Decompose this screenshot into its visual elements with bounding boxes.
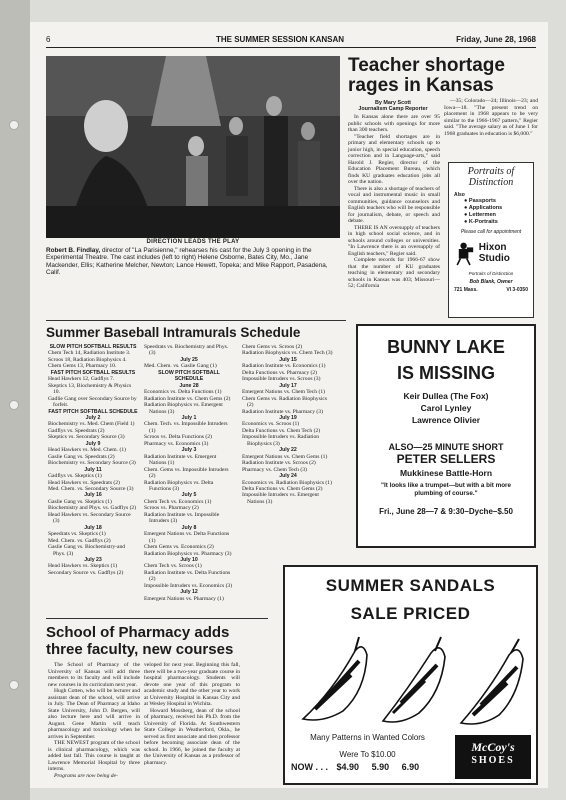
schedule-heading: July 12 (180, 589, 198, 596)
schedule-entry: Emergent Nations vs. Chem Gems (1) (242, 453, 328, 460)
schedule-entry: Chem Gems vs. Economics (2) (144, 544, 214, 551)
schedule-heading: July 22 (279, 447, 297, 454)
schedule-entry: Chem Tech vs. Scroos (1) (144, 563, 202, 570)
schedule-entry: Head Hawkers vs. Med. Chem. (1) (48, 447, 126, 454)
sandals-title-line1: SUMMER SANDALS (325, 576, 496, 595)
section-divider (46, 618, 268, 619)
page-number: 6 (46, 35, 51, 44)
movie-title-line2: IS MISSING (396, 363, 495, 383)
schedule-entry: Gadflys vs. Skeptics (1) (48, 473, 102, 480)
binding-hole (9, 680, 19, 690)
teacher-headline: Teacher shortage rages in Kansas (348, 55, 505, 96)
schedule-heading: July 11 (84, 466, 102, 473)
schedule-entry: Emergent Nations vs. Delta Functions (1) (144, 531, 230, 544)
schedule-entry: Speedrats vs. Skeptics (1) (48, 531, 106, 538)
schedule-entry: Radiation Institute vs. Pharmacy (3) (242, 408, 323, 415)
teacher-article-col1 (348, 114, 440, 290)
paragraph: THE NEWEST program of the school is clinical pharmacology, which was added last fall. This course is taught at Lawrence Memorial Hospital by three interns. (48, 740, 140, 772)
byline-role: Journalism Camp Reporter (358, 106, 428, 113)
actor: Lawrence Olivier (411, 415, 481, 425)
schedule-entry: Scroos vs. Delta Functions (2) (144, 434, 212, 441)
price: 6.90 (401, 762, 420, 772)
schedule-entry: Impossible Intruders vs. Economics (3) (144, 582, 233, 589)
ad-item: ● Applications (464, 205, 503, 211)
schedule-entry: Radiation Institute vs. Economics (1) (242, 363, 326, 370)
teacher-byline (348, 100, 438, 113)
schedule-heading: July 5 (181, 492, 197, 499)
sandals-many: Many Patterns in Wanted Colors (310, 733, 425, 742)
schedule-entry: Radiation Biophysics vs. Pharmacy (3) (144, 550, 232, 557)
ad-title: Portraits of Distinction (467, 166, 515, 188)
now-label: NOW . . . (291, 762, 328, 772)
portraits-ad (448, 162, 534, 318)
schedule-entry: Gaslie Gang vs. Speedrats (2) (48, 453, 115, 460)
schedule-entry: Biochemistry vs. Secondary Source (3) (48, 460, 136, 467)
schedule-entry: Med. Chem. vs. Secondary Source (3) (48, 485, 134, 492)
sandals-were: Were To $10.00 (339, 750, 396, 759)
logo-line2: SHOES (471, 755, 515, 766)
movie-ad (356, 324, 536, 548)
sandal-icon (383, 637, 445, 722)
ad-item: ● K-Portraits (464, 219, 498, 225)
schedule-heading: July 24 (279, 473, 297, 480)
schedule-entry: Emergent Nations vs. Chem Tech (1) (242, 389, 325, 396)
schedule-entry: Head Hawkers vs. Secondary Source (3) (48, 511, 131, 525)
schedule-entry: Impossible Intruders vs. Scroos (3) (242, 376, 321, 383)
sandal-icon (303, 637, 367, 720)
caption-lead: Robert B. Findlay, (46, 247, 101, 254)
short-star: PETER SELLERS (396, 452, 496, 466)
price: $4.90 (336, 762, 360, 772)
schedule-entry: Biochemistry and Phys. vs. Gadflys (2) (48, 505, 137, 512)
schedule-entry: Chem Tech 14, Radiation Institute 3. (48, 350, 131, 357)
schedule-entry: Pharmacy vs. Economics (3) (144, 440, 209, 447)
studio-row (454, 238, 528, 268)
studio-name: Hixon Studio (478, 242, 510, 264)
schedule-entry: Radiation Institute vs. Delta Functions (2) (144, 569, 231, 583)
studio-phone: VI 3-0350 (506, 287, 528, 293)
schedule-entry: Head Hawkers 12, Gadflys 7. (48, 376, 115, 383)
schedule-entry: Impossible Intruders vs. Emergent Nations (3) (242, 492, 319, 505)
paragraph: "Teacher field shortages are in primary and elementary schools up to junior high, in special education, speech correction and in Language-arts," said Harold J. Regier, director of the Education Placement Bureau, which finds KU graduates education jobs all over the nation. (348, 133, 440, 185)
paragraph: The School of Pharmacy of the University of Kansas will add three members to its faculty and will include new courses in its curriculum next year. (48, 662, 140, 688)
schedule-entry: Radiation Biophysics vs. Delta Functions (3) (144, 479, 214, 492)
schedule-entry: Economics vs. Scroos (1) (242, 421, 300, 428)
paragraph: In Kansas alone there are over 95 public schools with openings for more than 300 teachers. (348, 114, 440, 133)
price: 5.90 (371, 762, 390, 772)
schedule-heading: July 3 (181, 447, 197, 454)
rehearsal-photo (46, 56, 340, 238)
paragraph: Howard Mossberg, dean of the school of pharmacy, received his Ph.D. from the University of Florida. At Southwestern State College in Weatherford, Okla., he served as first associate and then professor before becoming associate dean of the school. In 1966, he joined the faculty at the University of Kansas as a professor of pharmacy. (144, 707, 240, 766)
paragraph: Hugh Cotten, who will be lecturer and assistant dean of the school, will arrive in July. The Dean of Pharmacy at Idaho State University, John D. Bergen, will also lecture here and will arrive in August. Gene Martin will teach pharmacology and toxicology when he arrives in September. (48, 688, 140, 740)
schedule-entry: Biochemistry vs. Med. Chem (Field 1) (48, 421, 135, 428)
schedule-entry: Scroos 18, Radiation Biophysics 4. (48, 356, 127, 363)
schedule-entry: Radiation Institute vs. Emergent Nations (1) (144, 453, 217, 467)
paragraph: THERE IS AN oversupply of teachers in high school social science, and in schools around colleges or universities. "In Lawrence there is an oversupply of English teachers," Regier said. (348, 224, 440, 257)
schedule-heading: July 19 (279, 414, 297, 421)
paragraph: veloped for next year. Beginning this fall, there will be a two-year graduate course in hospital pharmacology. Students will devote one year of this program to academic study and the other year to work at University Hospital in Kansas City and at Wesley Hospital in Wichita. (144, 662, 240, 707)
binding-hole (9, 120, 19, 130)
schedule-entry: Chem Gems 13, Pharmacy 10. (48, 363, 117, 370)
schedule-entry: Scroos vs. Pharmacy (2) (144, 505, 199, 512)
schedule-entry: Gadlie Gang over Secondary Source by forfeit. (48, 395, 137, 409)
schedule-entry: Chem Tech vs. Economics (1) (144, 498, 212, 505)
schedule-entry: Delta Functions vs. Pharmacy (2) (242, 369, 318, 376)
schedule-entry: Delta Functions vs. Chem Tech (2) (242, 427, 321, 434)
short-announcement: ALSO—25 MINUTE SHORT (388, 442, 504, 452)
actor: Carol Lynley (420, 403, 472, 413)
newspaper-page (30, 22, 548, 788)
caption-body: director of "La Parisienne," rehearses his cast for the July 3 opening in the Experimental Theatre. The cast includes (left to right) Helene Osborne, Bates City, Mo., Jane Mackender, Ellis; Katherine Melcher, Newton; Lance Hewett, Topeka; and Mike Rapport, Pasadena, Calif. (46, 247, 328, 276)
sandal-icon (461, 639, 523, 724)
schedule-heading: FAST PITCH SOFTBALL SCHEDULE (48, 408, 138, 415)
binding-strip (0, 0, 30, 800)
paper-name: THE SUMMER SESSION KANSAN (216, 35, 345, 44)
schedule-entry: Med. Chem. vs. Gaslie Gang (1) (144, 363, 217, 370)
schedule-heading: July 1 (181, 414, 197, 421)
schedule-heading: July 17 (279, 382, 297, 389)
sandals-patterns (285, 732, 450, 760)
schedule-entry: Speedrats vs. Biochemistry and Phys. (3) (144, 344, 229, 357)
schedule-entry: Chem Gems vs. Scroos (2) (242, 344, 303, 350)
sandals-title (285, 575, 536, 625)
ad-item: ● Passports (464, 198, 496, 204)
schedule-entry: Chem Gems vs. Radiation Biophysics (2) (242, 395, 327, 409)
teacher-article-col2 (444, 98, 538, 137)
schedule-entry: Impossible Intruders vs. Radiation Biophysics (3) (242, 434, 320, 447)
pharmacy-col1 (48, 662, 140, 779)
schedule-entry: Head Hawkers vs. Speedrats (2) (48, 479, 120, 486)
page-header (46, 32, 536, 48)
schedule-entry: Economics vs. Delta Functions (1) (144, 389, 222, 396)
schedule-heading: FAST PITCH SOFTBALL RESULTS (50, 369, 136, 376)
section-divider (46, 320, 346, 321)
ad-also: Also (454, 192, 465, 198)
schedule-heading: July 10 (180, 556, 198, 563)
studio-contact (454, 287, 528, 293)
schedule-heading: July 9 (85, 440, 101, 447)
mccoys-logo (455, 735, 531, 779)
schedule-heading: SLOW PITCH SOFTBALL RESULTS (49, 344, 137, 350)
schedule-entry: Secondary Source vs. Gadflys (2) (48, 569, 124, 576)
short-title: Mukkinese Battle-Horn (399, 468, 493, 478)
paragraph: —35; Colorado—24; Illinois—23; and Iowa—18. "The present trend on placement in 1968 appears to be very similar to the 1966-1967 pattern," Regier said. "The average salary as of June 1 for 1968 graduates in education is $6,000." (444, 98, 538, 137)
schedule-heading: July 23 (84, 556, 102, 563)
schedule-col2 (144, 344, 234, 602)
paragraph: Programs are now being de- (54, 772, 118, 779)
binding-hole (9, 400, 19, 410)
ad-item: ● Lettermen (464, 212, 496, 218)
ad-note: Please call for appointment (460, 229, 522, 235)
schedule-entry: Radiation Biophysics vs. Emergent Nations (3) (144, 402, 223, 415)
paragraph: Complete records for 1966-67 show that the number of KU graduates teaching in elementary and secondary schools in Kansas was 403; Missouri—52; California (348, 257, 440, 289)
issue-date: Friday, June 28, 1968 (456, 35, 536, 44)
photo-caption-title: DIRECTION LEADS THE PLAY (146, 239, 240, 245)
movie-title-line1: BUNNY LAKE (387, 337, 505, 357)
schedule-entry: Radiation Institute vs. Chem Gems (2) (144, 395, 231, 402)
sandals-ad (283, 565, 538, 785)
schedule-col3 (242, 344, 334, 505)
schedule-entry: Pharmacy vs. Chem Tech (3) (242, 466, 307, 473)
pharmacy-headline: School of Pharmacy adds three faculty, new courses (46, 624, 234, 658)
schedule-heading: July 15 (279, 356, 297, 363)
actor: Keir Dullea (The Fox) (403, 391, 489, 401)
schedule-entry: Economics vs. Radiation Biophysics (1) (242, 479, 332, 486)
paragraph: There is also a shortage of teachers of vocal and instrumental music in small communities, guidance counselors and English teachers who will be responsible for journalism, debate, or speech and debate. (348, 185, 440, 224)
photo-caption (46, 247, 340, 276)
schedule-heading: SLOW PITCH SOFTBALL SCHEDULE (158, 369, 220, 383)
schedule-entry: Radiation Biophysics vs. Chem Tech (3) (242, 350, 333, 357)
schedule-heading: July 25 (180, 356, 198, 363)
schedule-entry: Skeptics 13, Biochemistry & Physics 10. (48, 382, 132, 396)
schedule-heading: July 18 (84, 524, 102, 531)
sandals-prices (291, 762, 419, 772)
schedule-entry: Radiation Institute vs. Impossible Intruders (3) (144, 511, 220, 525)
pharmacy-col2 (144, 662, 240, 766)
schedule-entry: Gaslie Gang vs. Biochemistry-and Phys. (3) (48, 544, 126, 557)
byline-name: By Mary Scott (375, 100, 411, 106)
schedule-heading: July 2 (85, 414, 101, 421)
cameraman-icon (454, 238, 475, 268)
sandal-illustrations (293, 631, 533, 729)
schedule-entry: Skeptics vs. Secondary Source (3) (48, 434, 125, 441)
studio-owner: Bob Blank, Owner (469, 279, 513, 285)
showtimes: Fri., June 28—7 & 9:30–Dyche–$.50 (379, 507, 513, 516)
studio-tagline: Portraits of Distinction (468, 271, 514, 276)
schedule-entry: Chem. Tech. vs. Impossible Intruders (1) (144, 421, 228, 434)
schedule-heading: July 8 (181, 524, 197, 531)
schedule-entry: Gadflys vs. Speedrats (2) (48, 427, 105, 434)
logo-line1: McCoy's (471, 740, 515, 754)
schedule-entry: Delta Functions vs. Chem Gems (2) (242, 485, 323, 492)
schedule-entry: Emergent Nations vs. Pharmacy (1) (144, 595, 224, 602)
schedule-col1 (48, 344, 138, 576)
baseball-headline: Summer Baseball Intramurals Schedule (46, 325, 301, 340)
schedule-entry: Chem. Gems vs. Impossible Intruders (2) (144, 466, 229, 480)
sandals-title-line2: SALE PRICED (350, 604, 471, 623)
schedule-entry: Head Hawkers vs. Skeptics (1) (48, 563, 118, 570)
short-quote: "It looks like a trumpet—but with a bit more plumbing of course." (381, 482, 511, 497)
schedule-entry: Med. Chem. vs. Gadflys (2) (48, 537, 111, 544)
schedule-heading: June 28 (179, 382, 199, 389)
schedule-entry: Radiation Institute vs. Scroos (2) (242, 460, 316, 467)
schedule-entry: Gaslie Gang vs. Skeptics (1) (48, 498, 112, 505)
schedule-heading: July 16 (84, 492, 102, 499)
studio-address: 721 Mass. (454, 287, 478, 293)
